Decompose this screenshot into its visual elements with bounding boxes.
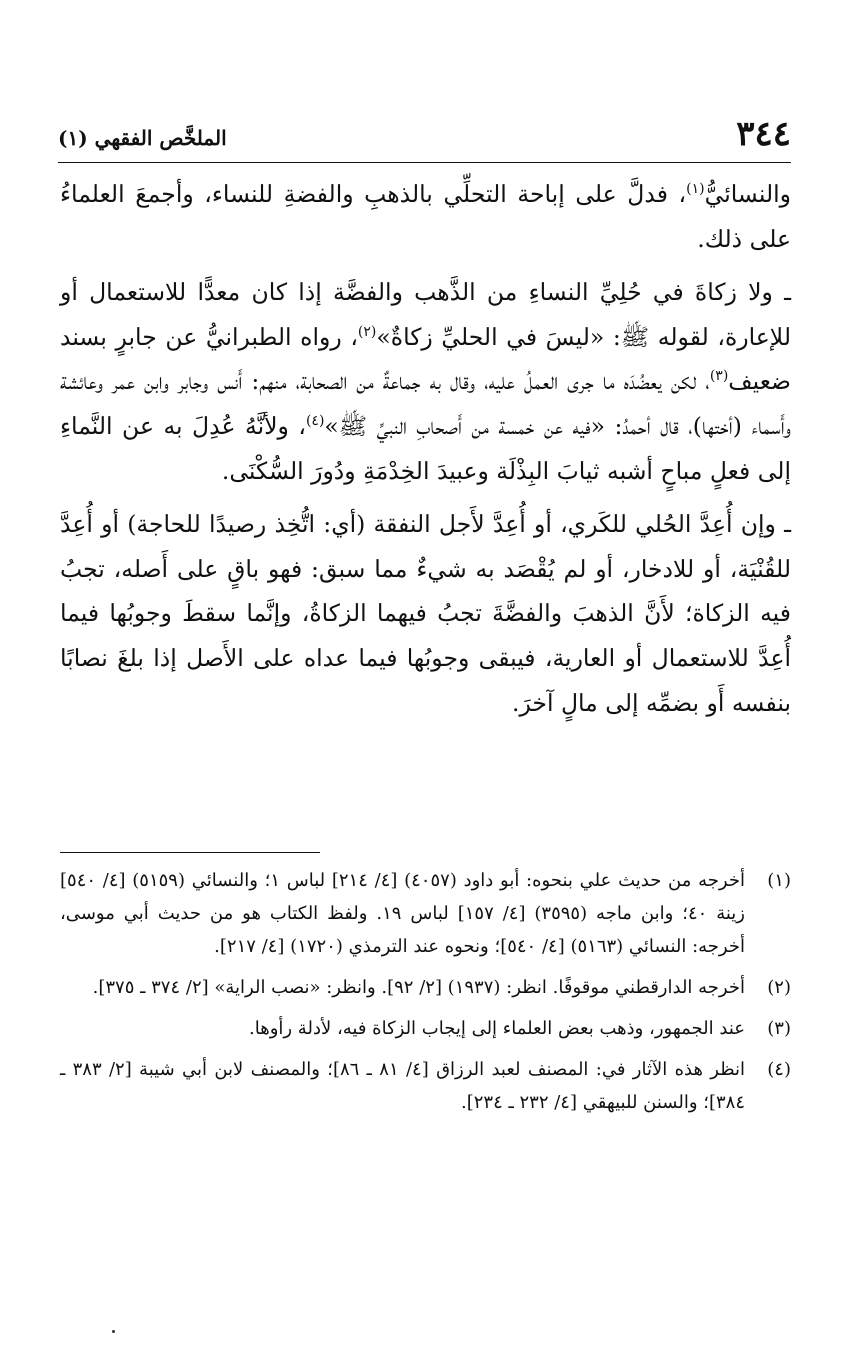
main-text [60, 172, 791, 725]
text-run: ، لكن يعضُدَه ما جرى العملُ عليه، وقال به جماعةٌ من الصحابة، منهم: أَنس وجابر وابن عمر وعائشة وأَسماء (أختها)، قال أحمدُ: «فيه عن خمسة من أَصحابِ النبيِّ ﷺ» [60, 367, 792, 440]
footnote-text: أخرجه من حديث علي بنحوه: أبو داود (٤٠٥٧) [٤/ ٢١٤] لباس ١؛ والنسائي (٥١٥٩) [٤/ ٥٤٠] زينة ٤٠؛ وابن ماجه (٣٥٩٥) [٤/ ١٥٧] لباس ١٩. ولفظ الكتاب هو من حديث أبي موسى، أخرجه: النسائي (٥١٦٣) [٤/ ٥٤٠]؛ ونحوه عند الترمذي (١٧٢٠) [٤/ ٢١٧]. [60, 870, 745, 957]
footnote [60, 1053, 791, 1119]
footnote-number: (٢) [767, 977, 791, 998]
paragraph [60, 270, 791, 493]
paragraph [60, 502, 791, 725]
footnotes [60, 864, 791, 1127]
footnote-number: (٤) [767, 1059, 791, 1080]
text-run: ، فدلَّ على إباحة التحلِّي بالذهبِ والفضةِ للنساء، وأجمعَ العلماءُ على ذلك. [60, 180, 791, 253]
text-run: ، ولأنَّهُ عُدِلَ به عن النَّماءِ إلى فعلٍ مباحٍ أشبه ثيابَ البِذْلَة وعبيدَ الخِدْمَةِ ودُورَ السُّكْنَى. [60, 411, 791, 485]
footnote-ref: (٣) [709, 368, 729, 385]
text-run: ، رواه الطبرانيُّ عن جابرٍ بسند ضعيف [60, 322, 791, 396]
footnote-number: (١) [767, 870, 791, 891]
footnote-text: أخرجه الدارقطني موقوفًا. انظر: (١٩٣٧) [٢/ ٩٢]. وانظر: «نصب الراية» [٢/ ٣٧٤ ـ ٣٧٥]. [92, 977, 745, 998]
footnote-ref: (٢) [357, 323, 377, 340]
text-run: ـ ولا زكاةَ في حُلِيِّ النساءِ من الذَّهب والفضَّة إذا كان معدًّا للاستعمال أو للإعارة، لقوله ﷺ: «ليسَ في الحليِّ زكاةٌ» [60, 278, 791, 351]
footnote-divider [60, 852, 320, 853]
footnote-ref: (٤) [305, 413, 325, 430]
footnote-number: (٣) [767, 1018, 791, 1039]
footnote [60, 864, 791, 963]
footnote-text: انظر هذه الآثار في: المصنف لعبد الرزاق [٤/ ٨١ ـ ٨٦]؛ والمصنف لابن أبي شيبة [٢/ ٣٨٣ ـ ٣٨٤]؛ والسنن للبيهقي [٤/ ٢٣٢ ـ ٢٣٤]. [60, 1059, 745, 1113]
page-number: ٣٤٤ [736, 114, 791, 154]
footnote-text: عند الجمهور، وذهب بعض العلماء إلى إيجاب الزكاة فيه، لأدلة رأوها. [249, 1018, 745, 1039]
page-header [58, 112, 791, 163]
scan-speck [112, 1330, 115, 1333]
footnote-ref: (١) [686, 181, 705, 198]
footnote [60, 971, 791, 1004]
paragraph [60, 172, 791, 261]
text-run: والنسائيُّ [704, 180, 791, 208]
text-run: ـ وإن أُعِدَّ الحُلي للكَري، أو أُعِدَّ لأَجل النفقة (أي: اتُّخِذ رصيدًا للحاجة) أو أُعِدَّ للقُنْيَة، أو للادخار، أو لم يُقْصَد به شيءٌ مما سبق: فهو باقٍ على أَصله، تجبُ فيه الزكاة؛ لأَنَّ الذهبَ والفضَّةَ تجبُ فيهما الزكاةُ، وإنَّما سقطَ وجوبُها فيما أُعِدَّ للاستعمال أو العارية، فيبقى وجوبُها فيما عداه على الأَصل إذا بلغَ نصابًا بنفسه أَو بضمِّه إلى مالٍ آخرَ. [60, 510, 791, 717]
running-title: الملخَّص الفقهي (١) [58, 126, 227, 150]
footnote [60, 1012, 791, 1045]
